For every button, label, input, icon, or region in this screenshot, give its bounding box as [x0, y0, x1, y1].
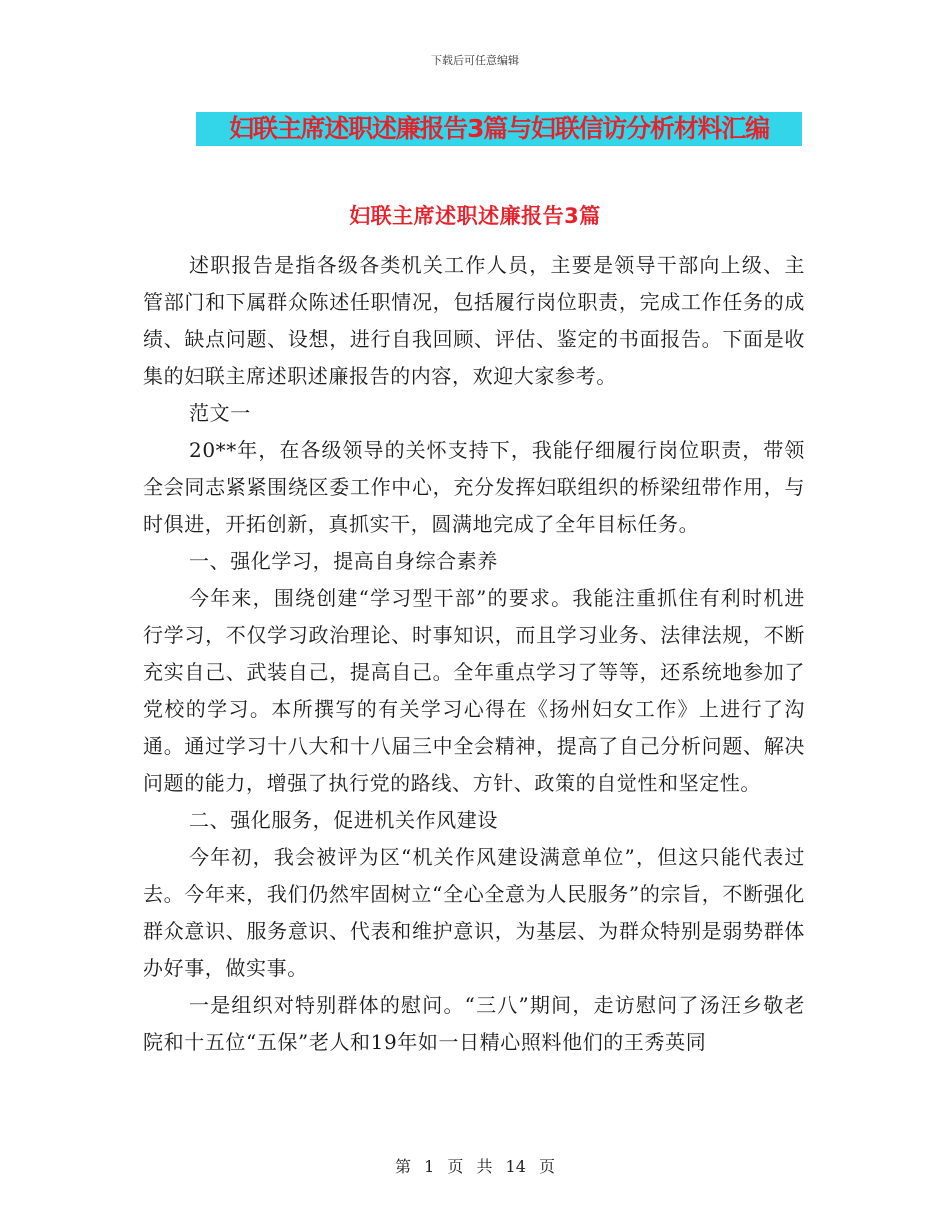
- section-heading-1: 一、强化学习，提高自身综合素养: [189, 549, 498, 573]
- body-paragraph: 今年初，我会被评为区“机关作风建设满意单位”，但这只能代表过去。今年来，我们仍然牢固树立“全心全意为人民服务”的宗旨，不断强化群众意识、服务意识、代表和维护意识，为基层、为群众特别是弱势群体办好事，做实事。: [143, 845, 805, 980]
- document-title: 妇联主席述职述廉报告3篇与妇联信访分析材料汇编: [196, 112, 802, 146]
- page-footer: 第 1 页 共 14 页: [395, 1157, 555, 1176]
- sample-heading: 范文一: [189, 401, 251, 425]
- body-paragraph: 20**年，在各级领导的关怀支持下，我能仔细履行岗位职责，带领全会同志紧紧围绕区委工作中心，充分发挥妇联组织的桥梁纽带作用，与时俱进，开拓创新，真抓实干，圆满地完成了全年目标任务。: [143, 438, 805, 536]
- page-header-note: 下载后可任意编辑: [431, 54, 519, 67]
- body-paragraph: 今年来，围绕创建“学习型干部”的要求。我能注重抓住有利时机进行学习，不仅学习政治理论、时事知识，而且学习业务、法律法规，不断充实自己、武装自己，提高自己。全年重点学习了等等，还系统地参加了党校的学习。本所撰写的有关学习心得在《扬州妇女工作》上进行了沟通。通过学习十八大和十八届三中全会精神，提高了自己分析问题、解决问题的能力，增强了执行党的路线、方针、政策的自觉性和坚定性。: [143, 586, 805, 795]
- intro-paragraph: 述职报告是指各级各类机关工作人员，主要是领导干部向上级、主管部门和下属群众陈述任职情况，包括履行岗位职责，完成工作任务的成绩、缺点问题、设想，进行自我回顾、评估、鉴定的书面报告。下面是收集的妇联主席述职述廉报告的内容，欢迎大家参考。: [143, 253, 805, 388]
- section-heading-2: 二、强化服务，促进机关作风建设: [189, 808, 498, 832]
- body-paragraph: 一是组织对特别群体的慰问。“三八”期间，走访慰问了汤汪乡敬老院和十五位“五保”老人和19年如一日精心照料他们的王秀英同: [143, 993, 805, 1054]
- section-title: 妇联主席述职述廉报告3篇: [349, 204, 601, 228]
- document-body: [143, 247, 805, 1061]
